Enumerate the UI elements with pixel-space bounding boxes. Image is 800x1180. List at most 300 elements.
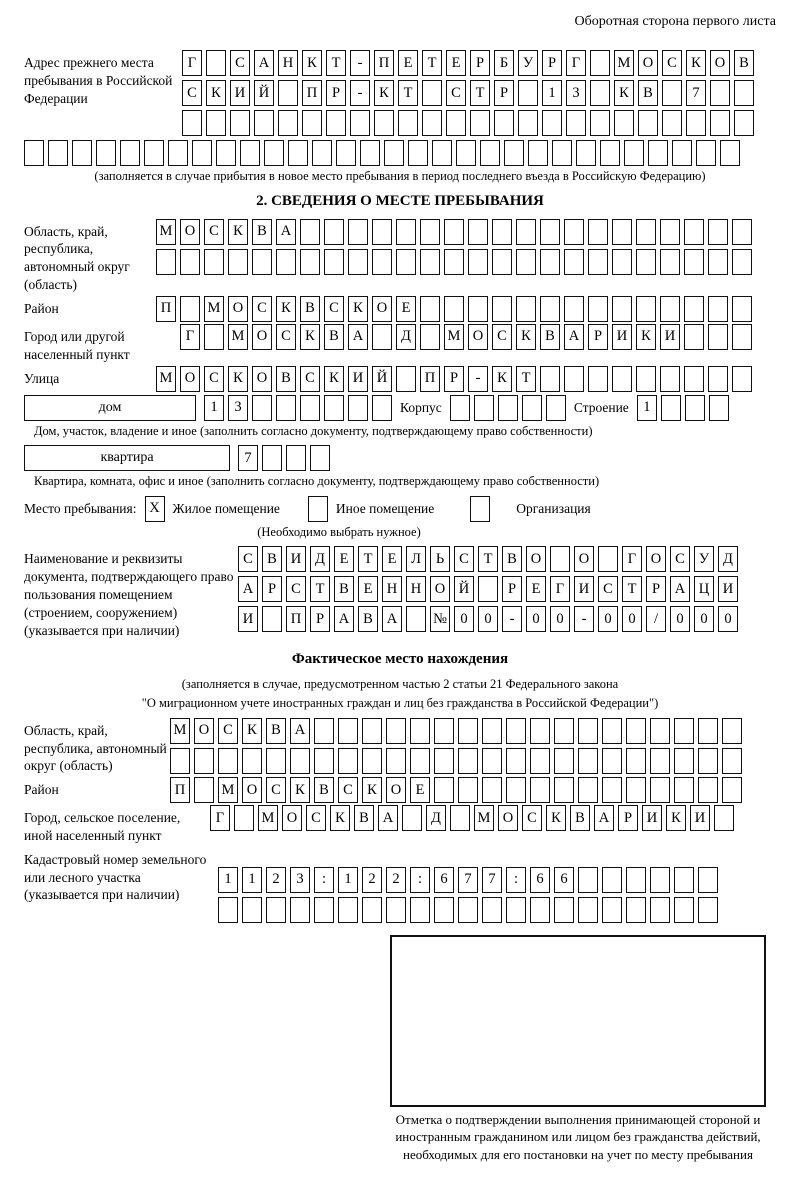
char-cell[interactable]: С (286, 576, 306, 602)
char-cell[interactable]: П (374, 50, 394, 76)
char-cell[interactable] (732, 296, 752, 322)
char-cell[interactable]: 7 (238, 445, 258, 471)
char-cell[interactable] (262, 606, 282, 632)
char-cell[interactable]: 1 (338, 867, 358, 893)
char-cell[interactable] (192, 140, 212, 166)
char-cell[interactable]: К (228, 366, 248, 392)
char-cell[interactable] (528, 140, 548, 166)
char-cell[interactable]: П (156, 296, 176, 322)
char-cell[interactable] (170, 748, 190, 774)
char-cell[interactable]: Н (406, 576, 426, 602)
char-cell[interactable] (300, 395, 320, 421)
char-cell[interactable]: С (182, 80, 202, 106)
char-cell[interactable] (444, 296, 464, 322)
char-cell[interactable] (648, 140, 668, 166)
char-cell[interactable]: О (252, 366, 272, 392)
char-cell[interactable]: А (378, 805, 398, 831)
char-cell[interactable] (614, 110, 634, 136)
char-cell[interactable]: 7 (482, 867, 502, 893)
house-type-box[interactable]: дом (24, 395, 196, 421)
char-cell[interactable]: В (334, 576, 354, 602)
char-cell[interactable] (374, 110, 394, 136)
char-cell[interactable]: М (474, 805, 494, 831)
char-cell[interactable]: К (206, 80, 226, 106)
char-cell[interactable]: И (574, 576, 594, 602)
char-cell[interactable] (408, 140, 428, 166)
char-cell[interactable]: В (262, 546, 282, 572)
char-cell[interactable] (674, 867, 694, 893)
char-cell[interactable]: Р (470, 50, 490, 76)
char-cell[interactable]: - (502, 606, 522, 632)
char-cell[interactable]: К (324, 366, 344, 392)
char-cell[interactable] (710, 110, 730, 136)
char-cell[interactable] (660, 219, 680, 245)
char-cell[interactable]: С (204, 219, 224, 245)
char-cell[interactable] (590, 50, 610, 76)
char-cell[interactable]: 2 (386, 867, 406, 893)
char-cell[interactable] (722, 748, 742, 774)
char-cell[interactable]: Е (396, 296, 416, 322)
char-cell[interactable]: К (300, 324, 320, 350)
char-cell[interactable] (522, 395, 542, 421)
char-cell[interactable]: 0 (550, 606, 570, 632)
char-cell[interactable]: Е (446, 50, 466, 76)
char-cell[interactable]: Р (444, 366, 464, 392)
char-cell[interactable]: К (330, 805, 350, 831)
char-cell[interactable] (498, 395, 518, 421)
char-cell[interactable] (576, 140, 596, 166)
char-cell[interactable]: А (334, 606, 354, 632)
char-cell[interactable]: С (238, 546, 258, 572)
char-cell[interactable] (420, 324, 440, 350)
char-cell[interactable] (482, 777, 502, 803)
char-cell[interactable] (308, 496, 328, 522)
char-cell[interactable]: Г (566, 50, 586, 76)
char-cell[interactable]: К (374, 80, 394, 106)
char-cell[interactable]: И (348, 366, 368, 392)
char-cell[interactable] (48, 140, 68, 166)
char-cell[interactable]: С (218, 718, 238, 744)
char-cell[interactable] (590, 110, 610, 136)
char-cell[interactable] (458, 777, 478, 803)
char-cell[interactable]: Й (254, 80, 274, 106)
char-cell[interactable]: И (642, 805, 662, 831)
char-cell[interactable] (492, 296, 512, 322)
char-cell[interactable] (636, 366, 656, 392)
char-cell[interactable]: А (670, 576, 690, 602)
char-cell[interactable] (602, 867, 622, 893)
char-cell[interactable] (602, 718, 622, 744)
char-cell[interactable]: 7 (458, 867, 478, 893)
char-cell[interactable]: Т (622, 576, 642, 602)
char-cell[interactable]: : (314, 867, 334, 893)
char-cell[interactable]: К (290, 777, 310, 803)
char-cell[interactable] (372, 324, 392, 350)
char-cell[interactable]: И (612, 324, 632, 350)
char-cell[interactable]: Й (454, 576, 474, 602)
char-cell[interactable] (714, 805, 734, 831)
char-cell[interactable] (420, 296, 440, 322)
char-cell[interactable]: № (430, 606, 450, 632)
char-cell[interactable] (480, 140, 500, 166)
char-cell[interactable] (588, 366, 608, 392)
char-cell[interactable] (288, 140, 308, 166)
char-cell[interactable] (530, 897, 550, 923)
char-cell[interactable] (674, 718, 694, 744)
char-cell[interactable] (684, 324, 704, 350)
char-cell[interactable]: С (252, 296, 272, 322)
char-cell[interactable] (310, 445, 330, 471)
char-cell[interactable]: О (430, 576, 450, 602)
char-cell[interactable] (204, 249, 224, 275)
char-cell[interactable]: И (238, 606, 258, 632)
char-cell[interactable] (600, 140, 620, 166)
char-cell[interactable]: С (338, 777, 358, 803)
char-cell[interactable] (684, 219, 704, 245)
char-cell[interactable]: Е (334, 546, 354, 572)
char-cell[interactable] (182, 110, 202, 136)
char-cell[interactable] (612, 366, 632, 392)
char-cell[interactable] (626, 777, 646, 803)
char-cell[interactable] (602, 897, 622, 923)
char-cell[interactable] (708, 219, 728, 245)
char-cell[interactable] (362, 718, 382, 744)
char-cell[interactable] (302, 110, 322, 136)
char-cell[interactable] (578, 897, 598, 923)
char-cell[interactable] (180, 249, 200, 275)
char-cell[interactable]: Р (310, 606, 330, 632)
char-cell[interactable]: С (598, 576, 618, 602)
char-cell[interactable]: И (718, 576, 738, 602)
char-cell[interactable] (732, 366, 752, 392)
char-cell[interactable] (478, 576, 498, 602)
char-cell[interactable] (386, 718, 406, 744)
char-cell[interactable] (566, 110, 586, 136)
char-cell[interactable] (422, 110, 442, 136)
char-cell[interactable] (732, 249, 752, 275)
char-cell[interactable] (234, 805, 254, 831)
char-cell[interactable] (96, 140, 116, 166)
char-cell[interactable]: О (710, 50, 730, 76)
char-cell[interactable] (206, 110, 226, 136)
char-cell[interactable]: К (686, 50, 706, 76)
char-cell[interactable]: А (382, 606, 402, 632)
char-cell[interactable] (588, 249, 608, 275)
char-cell[interactable] (312, 140, 332, 166)
char-cell[interactable] (588, 296, 608, 322)
char-cell[interactable] (516, 249, 536, 275)
char-cell[interactable] (350, 110, 370, 136)
char-cell[interactable] (314, 748, 334, 774)
char-cell[interactable]: В (734, 50, 754, 76)
char-cell[interactable]: Т (516, 366, 536, 392)
char-cell[interactable] (180, 296, 200, 322)
char-cell[interactable] (660, 249, 680, 275)
char-cell[interactable] (434, 718, 454, 744)
char-cell[interactable] (450, 395, 470, 421)
char-cell[interactable] (450, 805, 470, 831)
char-cell[interactable] (458, 718, 478, 744)
char-cell[interactable]: 3 (566, 80, 586, 106)
char-cell[interactable]: К (302, 50, 322, 76)
char-cell[interactable] (372, 249, 392, 275)
char-cell[interactable] (360, 140, 380, 166)
char-cell[interactable] (410, 718, 430, 744)
char-cell[interactable]: О (242, 777, 262, 803)
char-cell[interactable] (398, 110, 418, 136)
char-cell[interactable]: С (522, 805, 542, 831)
char-cell[interactable] (252, 395, 272, 421)
char-cell[interactable] (326, 110, 346, 136)
char-cell[interactable]: В (638, 80, 658, 106)
char-cell[interactable] (506, 718, 526, 744)
char-cell[interactable] (206, 50, 226, 76)
char-cell[interactable] (242, 748, 262, 774)
char-cell[interactable]: С (204, 366, 224, 392)
char-cell[interactable] (468, 296, 488, 322)
char-cell[interactable]: : (506, 867, 526, 893)
char-cell[interactable]: Р (542, 50, 562, 76)
char-cell[interactable]: О (526, 546, 546, 572)
char-cell[interactable] (698, 718, 718, 744)
char-cell[interactable]: Й (372, 366, 392, 392)
char-cell[interactable]: К (614, 80, 634, 106)
char-cell[interactable] (286, 445, 306, 471)
char-cell[interactable] (506, 897, 526, 923)
char-cell[interactable] (120, 140, 140, 166)
char-cell[interactable] (698, 748, 718, 774)
char-cell[interactable] (254, 110, 274, 136)
char-cell[interactable]: 1 (637, 395, 657, 421)
char-cell[interactable] (506, 777, 526, 803)
char-cell[interactable]: 1 (204, 395, 224, 421)
char-cell[interactable]: Б (494, 50, 514, 76)
char-cell[interactable] (588, 219, 608, 245)
char-cell[interactable] (650, 748, 670, 774)
char-cell[interactable]: 7 (686, 80, 706, 106)
char-cell[interactable] (626, 748, 646, 774)
char-cell[interactable] (542, 110, 562, 136)
char-cell[interactable]: К (228, 219, 248, 245)
char-cell[interactable] (470, 496, 490, 522)
char-cell[interactable] (698, 867, 718, 893)
char-cell[interactable] (386, 748, 406, 774)
char-cell[interactable] (314, 718, 334, 744)
char-cell[interactable] (324, 395, 344, 421)
char-cell[interactable] (554, 748, 574, 774)
char-cell[interactable]: М (614, 50, 634, 76)
char-cell[interactable] (504, 140, 524, 166)
char-cell[interactable] (698, 777, 718, 803)
char-cell[interactable]: У (694, 546, 714, 572)
char-cell[interactable] (636, 219, 656, 245)
char-cell[interactable] (300, 219, 320, 245)
char-cell[interactable]: 0 (622, 606, 642, 632)
char-cell[interactable] (278, 110, 298, 136)
char-cell[interactable] (300, 249, 320, 275)
char-cell[interactable]: В (358, 606, 378, 632)
char-cell[interactable] (492, 249, 512, 275)
char-cell[interactable]: Д (426, 805, 446, 831)
char-cell[interactable] (540, 249, 560, 275)
char-cell[interactable]: В (570, 805, 590, 831)
char-cell[interactable] (24, 140, 44, 166)
char-cell[interactable] (492, 219, 512, 245)
char-cell[interactable] (636, 296, 656, 322)
char-cell[interactable] (662, 110, 682, 136)
char-cell[interactable] (494, 110, 514, 136)
char-cell[interactable] (290, 897, 310, 923)
char-cell[interactable]: О (194, 718, 214, 744)
char-cell[interactable]: 0 (454, 606, 474, 632)
char-cell[interactable] (722, 777, 742, 803)
char-cell[interactable] (278, 80, 298, 106)
char-cell[interactable] (216, 140, 236, 166)
char-cell[interactable]: О (646, 546, 666, 572)
char-cell[interactable] (396, 219, 416, 245)
char-cell[interactable]: - (574, 606, 594, 632)
char-cell[interactable] (564, 249, 584, 275)
char-cell[interactable]: С (492, 324, 512, 350)
char-cell[interactable]: П (170, 777, 190, 803)
char-cell[interactable] (734, 80, 754, 106)
char-cell[interactable]: 6 (434, 867, 454, 893)
char-cell[interactable] (410, 897, 430, 923)
char-cell[interactable] (362, 897, 382, 923)
char-cell[interactable] (564, 219, 584, 245)
char-cell[interactable]: : (410, 867, 430, 893)
char-cell[interactable]: 1 (218, 867, 238, 893)
char-cell[interactable]: К (636, 324, 656, 350)
char-cell[interactable] (516, 296, 536, 322)
char-cell[interactable] (674, 897, 694, 923)
char-cell[interactable] (578, 718, 598, 744)
char-cell[interactable]: А (238, 576, 258, 602)
char-cell[interactable] (420, 219, 440, 245)
char-cell[interactable] (434, 748, 454, 774)
char-cell[interactable] (530, 748, 550, 774)
char-cell[interactable]: Г (550, 576, 570, 602)
char-cell[interactable]: 3 (228, 395, 248, 421)
char-cell[interactable]: К (666, 805, 686, 831)
char-cell[interactable] (204, 324, 224, 350)
char-cell[interactable] (338, 748, 358, 774)
char-cell[interactable]: С (662, 50, 682, 76)
char-cell[interactable] (396, 366, 416, 392)
char-cell[interactable] (672, 140, 692, 166)
char-cell[interactable] (402, 805, 422, 831)
char-cell[interactable] (338, 718, 358, 744)
char-cell[interactable] (598, 546, 618, 572)
char-cell[interactable] (661, 395, 681, 421)
char-cell[interactable] (578, 867, 598, 893)
char-cell[interactable] (516, 219, 536, 245)
char-cell[interactable]: - (468, 366, 488, 392)
char-cell[interactable] (708, 366, 728, 392)
char-cell[interactable]: О (180, 366, 200, 392)
char-cell[interactable] (662, 80, 682, 106)
char-cell[interactable] (732, 324, 752, 350)
char-cell[interactable]: И (230, 80, 250, 106)
char-cell[interactable]: М (218, 777, 238, 803)
char-cell[interactable] (362, 748, 382, 774)
char-cell[interactable] (578, 777, 598, 803)
char-cell[interactable]: В (314, 777, 334, 803)
char-cell[interactable] (674, 748, 694, 774)
char-cell[interactable] (482, 718, 502, 744)
char-cell[interactable] (384, 140, 404, 166)
char-cell[interactable]: В (266, 718, 286, 744)
char-cell[interactable]: 0 (718, 606, 738, 632)
char-cell[interactable]: К (348, 296, 368, 322)
char-cell[interactable]: В (276, 366, 296, 392)
char-cell[interactable] (626, 867, 646, 893)
char-cell[interactable] (684, 296, 704, 322)
char-cell[interactable] (685, 395, 705, 421)
char-cell[interactable] (432, 140, 452, 166)
char-cell[interactable] (194, 777, 214, 803)
char-cell[interactable] (540, 296, 560, 322)
char-cell[interactable]: Т (326, 50, 346, 76)
char-cell[interactable] (550, 546, 570, 572)
char-cell[interactable] (709, 395, 729, 421)
char-cell[interactable]: К (516, 324, 536, 350)
char-cell[interactable]: 6 (554, 867, 574, 893)
char-cell[interactable] (708, 296, 728, 322)
char-cell[interactable] (530, 777, 550, 803)
char-cell[interactable] (626, 897, 646, 923)
char-cell[interactable]: Т (422, 50, 442, 76)
char-cell[interactable] (518, 110, 538, 136)
char-cell[interactable] (230, 110, 250, 136)
char-cell[interactable]: Е (382, 546, 402, 572)
char-cell[interactable]: О (468, 324, 488, 350)
char-cell[interactable] (506, 748, 526, 774)
char-cell[interactable] (444, 249, 464, 275)
char-cell[interactable]: Н (278, 50, 298, 76)
char-cell[interactable]: 0 (526, 606, 546, 632)
char-cell[interactable]: Г (180, 324, 200, 350)
char-cell[interactable] (456, 140, 476, 166)
stay-type-other-checkbox[interactable] (308, 496, 328, 522)
char-cell[interactable]: С (670, 546, 690, 572)
char-cell[interactable] (218, 897, 238, 923)
char-cell[interactable]: А (290, 718, 310, 744)
stay-type-organization-checkbox[interactable] (470, 496, 490, 522)
char-cell[interactable] (276, 395, 296, 421)
char-cell[interactable]: Р (646, 576, 666, 602)
char-cell[interactable]: О (282, 805, 302, 831)
char-cell[interactable]: Т (358, 546, 378, 572)
char-cell[interactable]: Р (618, 805, 638, 831)
char-cell[interactable]: / (646, 606, 666, 632)
char-cell[interactable] (242, 897, 262, 923)
char-cell[interactable] (410, 748, 430, 774)
char-cell[interactable] (290, 748, 310, 774)
char-cell[interactable]: В (300, 296, 320, 322)
char-cell[interactable]: И (690, 805, 710, 831)
apartment-type-box[interactable]: квартира (24, 445, 230, 471)
char-cell[interactable] (564, 296, 584, 322)
char-cell[interactable]: Р (326, 80, 346, 106)
char-cell[interactable] (348, 219, 368, 245)
char-cell[interactable]: Т (310, 576, 330, 602)
char-cell[interactable] (684, 249, 704, 275)
char-cell[interactable] (708, 324, 728, 350)
char-cell[interactable]: В (324, 324, 344, 350)
char-cell[interactable] (710, 80, 730, 106)
char-cell[interactable] (518, 80, 538, 106)
